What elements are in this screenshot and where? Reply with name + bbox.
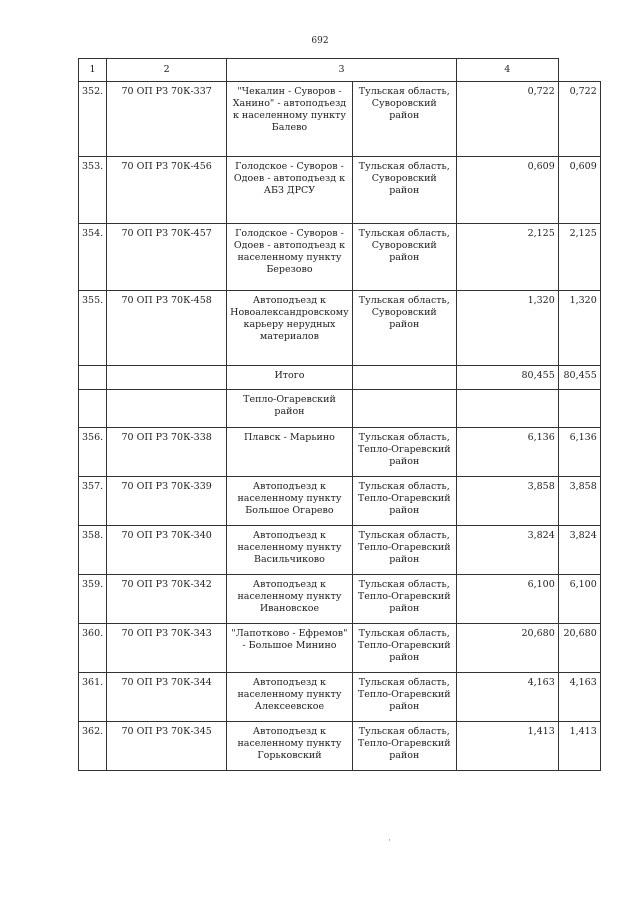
- road-code: 70 ОП РЗ 70К-457: [107, 224, 227, 291]
- road-region: Тульская область, Суворовский район: [352, 224, 456, 291]
- road-region: Тульская область, Тепло-Огаревский район: [352, 722, 456, 771]
- table-row: [79, 428, 601, 477]
- table-row: [79, 526, 601, 575]
- page-number: 692: [311, 36, 329, 46]
- road-name: Голодское - Суворов - Одоев - автоподъезд к населенному пункту Березово: [227, 224, 353, 291]
- road-code: 70 ОП РЗ 70К-458: [107, 291, 227, 366]
- road-name: Автоподъезд к Новоалександровскому карьеру нерудных материалов: [227, 291, 353, 366]
- road-region: Тульская область, Суворовский район: [352, 82, 456, 157]
- length-total: 1,413: [558, 722, 600, 771]
- length-total: 0,609: [558, 157, 600, 224]
- table-row: [79, 673, 601, 722]
- road-region: Тульская область, Тепло-Огаревский район: [352, 477, 456, 526]
- total-row: [79, 366, 601, 390]
- length-total: 20,680: [558, 624, 600, 673]
- length-value: 0,722: [456, 82, 558, 157]
- row-number: 354.: [79, 224, 107, 291]
- table-header-row: [79, 59, 601, 82]
- roads-registry-table: [78, 58, 601, 771]
- empty-cell: [79, 366, 107, 390]
- table-row: [79, 624, 601, 673]
- total-value: 80,455: [456, 366, 558, 390]
- road-region: Тульская область, Тепло-Огаревский район: [352, 624, 456, 673]
- row-number: 359.: [79, 575, 107, 624]
- header-cell-4: 4: [456, 59, 558, 82]
- table-row: [79, 157, 601, 224]
- road-code: 70 ОП РЗ 70К-345: [107, 722, 227, 771]
- table-row: [79, 224, 601, 291]
- empty-cell: [558, 390, 600, 428]
- length-total: 4,163: [558, 673, 600, 722]
- length-total: 3,824: [558, 526, 600, 575]
- empty-cell: [456, 390, 558, 428]
- table-row: [79, 291, 601, 366]
- road-code: 70 ОП РЗ 70К-340: [107, 526, 227, 575]
- length-total: 0,722: [558, 82, 600, 157]
- length-value: 20,680: [456, 624, 558, 673]
- row-number: 356.: [79, 428, 107, 477]
- section-row: [79, 390, 601, 428]
- length-value: 6,100: [456, 575, 558, 624]
- row-number: 360.: [79, 624, 107, 673]
- road-name: Автоподъезд к населенному пункту Алексеевское: [227, 673, 353, 722]
- header-cell-1: 1: [79, 59, 107, 82]
- road-code: 70 ОП РЗ 70К-342: [107, 575, 227, 624]
- road-code: 70 ОП РЗ 70К-339: [107, 477, 227, 526]
- row-number: 352.: [79, 82, 107, 157]
- length-total: 6,100: [558, 575, 600, 624]
- length-value: 3,824: [456, 526, 558, 575]
- road-name: Голодское - Суворов - Одоев - автоподъезд к АБЗ ДРСУ: [227, 157, 353, 224]
- length-value: 6,136: [456, 428, 558, 477]
- header-cell-3-span: 3: [227, 59, 457, 82]
- length-value: 4,163: [456, 673, 558, 722]
- empty-cell: [79, 390, 107, 428]
- length-value: 0,609: [456, 157, 558, 224]
- table-row: [79, 575, 601, 624]
- road-code: 70 ОП РЗ 70К-338: [107, 428, 227, 477]
- row-number: 361.: [79, 673, 107, 722]
- length-value: 1,320: [456, 291, 558, 366]
- row-number: 358.: [79, 526, 107, 575]
- length-value: 1,413: [456, 722, 558, 771]
- road-region: Тульская область, Тепло-Огаревский район: [352, 673, 456, 722]
- road-region: Тульская область, Тепло-Огаревский район: [352, 428, 456, 477]
- page-mark: ·: [388, 836, 391, 846]
- row-number: 362.: [79, 722, 107, 771]
- length-total: 6,136: [558, 428, 600, 477]
- empty-cell: [107, 366, 227, 390]
- road-region: Тульская область, Тепло-Огаревский район: [352, 526, 456, 575]
- length-value: 2,125: [456, 224, 558, 291]
- empty-cell: [352, 390, 456, 428]
- total-label: Итого: [227, 366, 353, 390]
- road-name: "Лапотково - Ефремов" - Большое Минино: [227, 624, 353, 673]
- road-code: 70 ОП РЗ 70К-344: [107, 673, 227, 722]
- road-name: Автоподъезд к населенному пункту Горьковский: [227, 722, 353, 771]
- row-number: 357.: [79, 477, 107, 526]
- empty-cell: [107, 390, 227, 428]
- table-row: [79, 477, 601, 526]
- table-row: [79, 722, 601, 771]
- length-total: 3,858: [558, 477, 600, 526]
- row-number: 355.: [79, 291, 107, 366]
- road-name: Автоподъезд к населенному пункту Большое Огарево: [227, 477, 353, 526]
- table-row: [79, 82, 601, 157]
- row-number: 353.: [79, 157, 107, 224]
- length-value: 3,858: [456, 477, 558, 526]
- road-name: "Чекалин - Суворов - Ханино" - автоподъезд к населенному пункту Балево: [227, 82, 353, 157]
- empty-cell: [352, 366, 456, 390]
- road-name: Плавск - Марьино: [227, 428, 353, 477]
- road-name: Автоподъезд к населенному пункту Ивановское: [227, 575, 353, 624]
- road-region: Тульская область, Суворовский район: [352, 157, 456, 224]
- section-title: Тепло-Огаревский район: [227, 390, 353, 428]
- road-region: Тульская область, Суворовский район: [352, 291, 456, 366]
- header-cell-2: 2: [107, 59, 227, 82]
- road-name: Автоподъезд к населенному пункту Васильчиково: [227, 526, 353, 575]
- road-code: 70 ОП РЗ 70К-337: [107, 82, 227, 157]
- length-total: 2,125: [558, 224, 600, 291]
- total-value-2: 80,455: [558, 366, 600, 390]
- length-total: 1,320: [558, 291, 600, 366]
- road-code: 70 ОП РЗ 70К-343: [107, 624, 227, 673]
- road-region: Тульская область, Тепло-Огаревский район: [352, 575, 456, 624]
- road-code: 70 ОП РЗ 70К-456: [107, 157, 227, 224]
